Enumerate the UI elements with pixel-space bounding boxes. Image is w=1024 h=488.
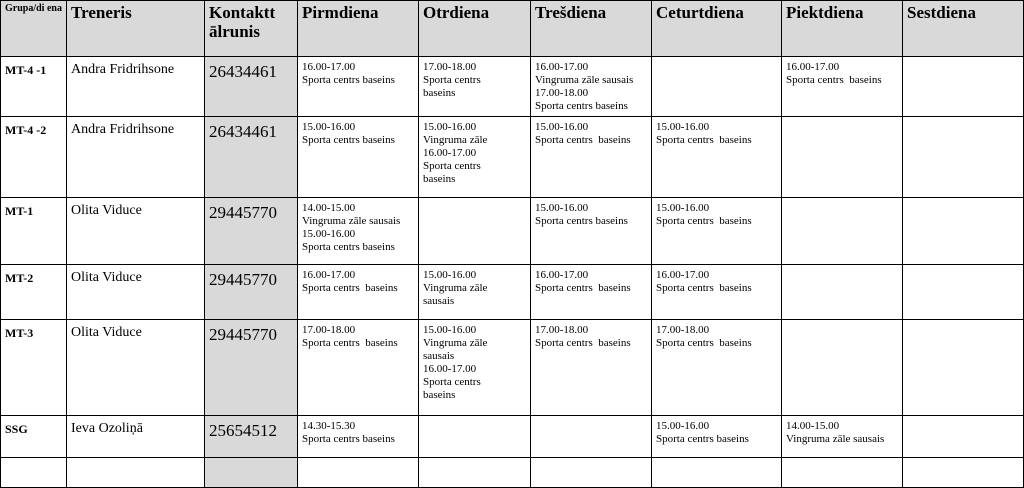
header-saturday: Sestdiena: [903, 1, 1024, 57]
schedule-line: 17.00-18.00: [302, 324, 356, 336]
header-friday: Piektdiena: [782, 1, 903, 57]
schedule-cell-wednesday: [531, 320, 652, 416]
schedule-cell-friday: [782, 57, 903, 117]
schedule-line: Vingruma zāle: [423, 337, 488, 349]
schedule-line: Sporta centrs baseins: [656, 282, 752, 294]
schedule-cell-wednesday: [531, 265, 652, 320]
header-thursday: Ceturtdiena: [652, 1, 782, 57]
schedule-cell-monday: [298, 117, 419, 198]
table-row: [1, 320, 1024, 416]
schedule-line: Sporta centrs baseins: [656, 215, 752, 227]
schedule-cell-monday: [298, 320, 419, 416]
group-cell: MT-2: [1, 265, 67, 320]
schedule-cell-wednesday: [531, 198, 652, 265]
schedule-line: Sporta centrs baseins: [302, 241, 395, 253]
phone-cell: [205, 458, 298, 488]
schedule-line: Vingruma zāle sausais: [786, 433, 885, 445]
schedule-line: 17.00-18.00: [535, 324, 589, 336]
schedule-cell-saturday: [903, 57, 1024, 117]
schedule-line: 16.00-17.00: [302, 61, 356, 73]
header-monday: Pirmdiena: [298, 1, 419, 57]
schedule-line: 16.00-17.00: [656, 269, 710, 281]
schedule-cell-friday: [782, 117, 903, 198]
schedule-cell-monday: [298, 265, 419, 320]
phone-cell: 29445770: [205, 198, 298, 265]
schedule-cell-wednesday: [531, 117, 652, 198]
table-row: [1, 416, 1024, 458]
schedule-line: 14.30-15.30: [302, 420, 356, 432]
schedule-cell-thursday: [652, 57, 782, 117]
table-row: [1, 57, 1024, 117]
schedule-line: 16.00-17.00: [535, 269, 589, 281]
header-tuesday: Otrdiena: [419, 1, 531, 57]
schedule-line: baseins: [423, 389, 456, 401]
schedule-cell-saturday: [903, 117, 1024, 198]
phone-cell: 29445770: [205, 320, 298, 416]
schedule-line: 16.00-17.00: [786, 61, 840, 73]
schedule-line: 16.00-17.00: [423, 147, 477, 159]
schedule-line: 14.00-15.00: [786, 420, 840, 432]
schedule-line: 15.00-16.00: [656, 202, 710, 214]
schedule-cell-friday: [782, 320, 903, 416]
schedule-cell-saturday: [903, 320, 1024, 416]
schedule-line: 16.00-17.00: [535, 61, 589, 73]
coach-cell: Andra Fridrihsone: [67, 117, 205, 198]
schedule-cell-tuesday: [419, 458, 531, 488]
schedule-line: 16.00-17.00: [423, 363, 477, 375]
coach-cell: Olita Viduce: [67, 265, 205, 320]
schedule-line: Vingruma zāle sausais: [302, 215, 401, 227]
schedule-cell-monday: [298, 57, 419, 117]
schedule-cell-monday: [298, 458, 419, 488]
schedule-cell-wednesday: [531, 416, 652, 458]
schedule-line: 15.00-16.00: [656, 121, 710, 133]
group-cell: MT-3: [1, 320, 67, 416]
group-cell: MT-4 -2: [1, 117, 67, 198]
group-cell: SSG: [1, 416, 67, 458]
schedule-line: 15.00-16.00: [302, 228, 356, 240]
phone-cell: 26434461: [205, 117, 298, 198]
group-cell: [1, 458, 67, 488]
schedule-line: baseins: [423, 87, 456, 99]
schedule-line: Sporta centrs baseins: [656, 433, 749, 445]
schedule-line: 15.00-16.00: [535, 121, 589, 133]
schedule-line: Vingruma zāle: [423, 282, 488, 294]
schedule-line: 17.00-18.00: [656, 324, 710, 336]
schedule-line: Sporta centrs baseins: [302, 134, 395, 146]
phone-cell: 26434461: [205, 57, 298, 117]
schedule-cell-friday: [782, 198, 903, 265]
schedule-line: Sporta centrs baseins: [535, 282, 631, 294]
schedule-cell-saturday: [903, 458, 1024, 488]
schedule-line: Sporta centrs baseins: [535, 337, 631, 349]
schedule-cell-friday: [782, 458, 903, 488]
group-cell: MT-4 -1: [1, 57, 67, 117]
header-row: [1, 1, 1024, 57]
schedule-line: Sporta centrs: [423, 74, 481, 86]
header-phone: Kontaktt ālrunis: [205, 1, 298, 57]
table-row: [1, 265, 1024, 320]
schedule-line: 17.00-18.00: [423, 61, 477, 73]
schedule-line: 15.00-16.00: [302, 121, 356, 133]
schedule-cell-thursday: [652, 320, 782, 416]
phone-cell: 25654512: [205, 416, 298, 458]
schedule-line: Sporta centrs baseins: [786, 74, 882, 86]
schedule-line: 17.00-18.00: [535, 87, 589, 99]
schedule-cell-saturday: [903, 198, 1024, 265]
schedule-line: 14.00-15.00: [302, 202, 356, 214]
table-row: [1, 117, 1024, 198]
coach-cell: Ieva Ozoliņā: [67, 416, 205, 458]
schedule-cell-tuesday: [419, 320, 531, 416]
schedule-line: Sporta centrs baseins: [302, 337, 398, 349]
group-cell: MT-1: [1, 198, 67, 265]
schedule-line: Sporta centrs baseins: [535, 215, 628, 227]
schedule-line: Sporta centrs baseins: [656, 337, 752, 349]
header-wednesday: Trešdiena: [531, 1, 652, 57]
schedule-line: Sporta centrs baseins: [302, 433, 395, 445]
schedule-line: sausais: [423, 350, 455, 362]
schedule-cell-tuesday: [419, 117, 531, 198]
schedule-cell-saturday: [903, 265, 1024, 320]
schedule-cell-tuesday: [419, 416, 531, 458]
schedule-cell-wednesday: [531, 57, 652, 117]
schedule-line: Sporta centrs baseins: [302, 74, 395, 86]
schedule-line: 15.00-16.00: [656, 420, 710, 432]
schedule-line: Vingruma zāle sausais: [535, 74, 634, 86]
schedule-cell-thursday: [652, 416, 782, 458]
schedule-cell-tuesday: [419, 57, 531, 117]
schedule-line: Sporta centrs baseins: [656, 134, 752, 146]
schedule-line: Sporta centrs: [423, 376, 481, 388]
phone-cell: 29445770: [205, 265, 298, 320]
schedule-cell-friday: [782, 265, 903, 320]
schedule-cell-monday: [298, 198, 419, 265]
schedule-cell-friday: [782, 416, 903, 458]
schedule-line: Sporta centrs baseins: [535, 100, 628, 112]
coach-cell: Olita Viduce: [67, 198, 205, 265]
schedule-line: 15.00-16.00: [535, 202, 589, 214]
schedule-line: 15.00-16.00: [423, 121, 477, 133]
schedule-line: Sporta centrs baseins: [535, 134, 631, 146]
schedule-line: 15.00-16.00: [423, 324, 477, 336]
schedule-cell-thursday: [652, 198, 782, 265]
table-row: [1, 458, 1024, 488]
schedule-cell-tuesday: [419, 198, 531, 265]
schedule-line: 16.00-17.00: [302, 269, 356, 281]
schedule-cell-wednesday: [531, 458, 652, 488]
schedule-cell-thursday: [652, 117, 782, 198]
schedule-line: Sporta centrs baseins: [302, 282, 398, 294]
schedule-line: Sporta centrs: [423, 160, 481, 172]
schedule-cell-thursday: [652, 265, 782, 320]
coach-cell: Andra Fridrihsone: [67, 57, 205, 117]
header-coach: Treneris: [67, 1, 205, 57]
schedule-line: sausais: [423, 295, 455, 307]
header-group: Grupa/di ena: [1, 1, 67, 57]
schedule-line: baseins: [423, 173, 456, 185]
schedule-cell-tuesday: [419, 265, 531, 320]
schedule-cell-thursday: [652, 458, 782, 488]
coach-cell: [67, 458, 205, 488]
schedule-line: 15.00-16.00: [423, 269, 477, 281]
table-row: [1, 198, 1024, 265]
schedule-cell-monday: [298, 416, 419, 458]
schedule-cell-saturday: [903, 416, 1024, 458]
coach-cell: Olita Viduce: [67, 320, 205, 416]
schedule-line: Vingruma zāle: [423, 134, 488, 146]
